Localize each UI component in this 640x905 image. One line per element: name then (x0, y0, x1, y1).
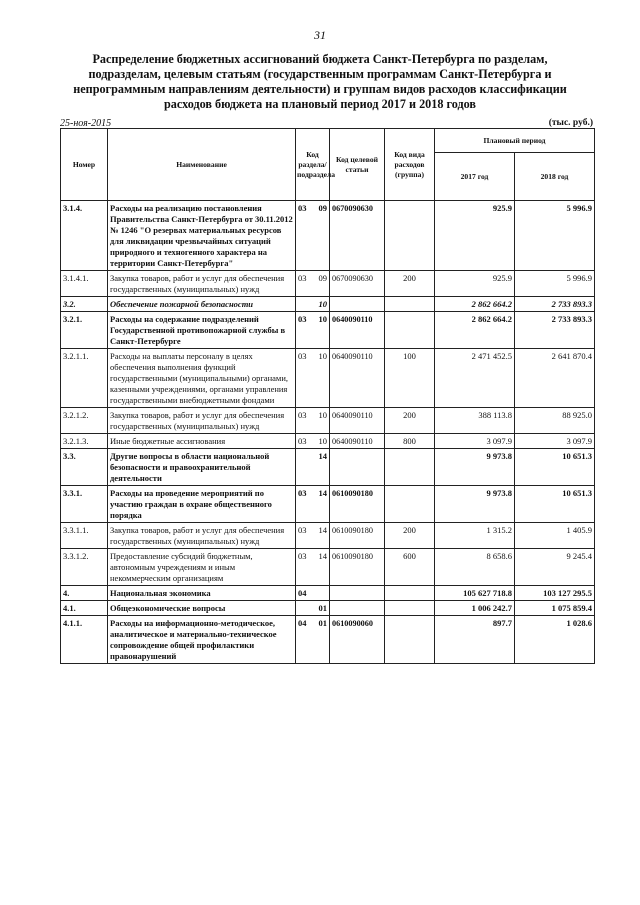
row-amount-2018: 10 651.3 (515, 449, 595, 486)
row-subsection-code: 09 (313, 201, 330, 271)
header-number: Номер (61, 129, 108, 201)
row-target-code: 0670090630 (330, 271, 385, 297)
row-name: Закупка товаров, работ и услуг для обеспечения государственных (муниципальных) нужд (108, 408, 296, 434)
row-amount-2017: 2 862 664.2 (435, 312, 515, 349)
row-expense-type-code (385, 616, 435, 664)
row-amount-2018: 10 651.3 (515, 486, 595, 523)
table-row (61, 349, 595, 408)
row-section-code (296, 297, 313, 312)
table-row (61, 601, 595, 616)
row-number: 3.1.4.1. (61, 271, 108, 297)
table-row (61, 586, 595, 601)
row-subsection-code: 10 (313, 297, 330, 312)
row-section-code: 03 (296, 523, 313, 549)
row-name: Расходы на содержание подразделений Государственной противопожарной службы в Санкт-Петербурге (108, 312, 296, 349)
table-row (61, 434, 595, 449)
row-subsection-code: 10 (313, 434, 330, 449)
row-amount-2018: 1 028.6 (515, 616, 595, 664)
row-subsection-code: 14 (313, 449, 330, 486)
row-section-code: 04 (296, 616, 313, 664)
row-amount-2018: 3 097.9 (515, 434, 595, 449)
row-number: 3.1.4. (61, 201, 108, 271)
row-number: 3.3.1.2. (61, 549, 108, 586)
row-expense-type-code: 200 (385, 523, 435, 549)
row-expense-type-code: 600 (385, 549, 435, 586)
row-name: Расходы на реализацию постановления Правительства Санкт-Петербурга от 30.11.2012 № 1246 "О резервах материальных ресурсов для ликвидации чрезвычайных ситуаций природного и техногенного характера на территории Санкт-Петербурга" (108, 201, 296, 271)
table-row (61, 312, 595, 349)
row-name: Национальная экономика (108, 586, 296, 601)
table-row (61, 408, 595, 434)
table-body (61, 201, 595, 664)
row-amount-2017: 9 973.8 (435, 486, 515, 523)
row-section-code: 03 (296, 201, 313, 271)
table-row (61, 449, 595, 486)
row-number: 3.3. (61, 449, 108, 486)
row-subsection-code: 10 (313, 312, 330, 349)
row-name: Расходы на информационно-методическое, аналитическое и материально-техническое сопровождение общей профилактики правонарушений (108, 616, 296, 664)
header-section: Код раздела/ подраздела (296, 129, 330, 201)
row-subsection-code (313, 586, 330, 601)
row-amount-2017: 9 973.8 (435, 449, 515, 486)
row-expense-type-code (385, 297, 435, 312)
row-amount-2018: 103 127 295.5 (515, 586, 595, 601)
row-expense-type-code (385, 312, 435, 349)
row-section-code: 03 (296, 408, 313, 434)
row-expense-type-code: 800 (385, 434, 435, 449)
row-number: 3.3.1. (61, 486, 108, 523)
row-expense-type-code: 200 (385, 408, 435, 434)
header-year-2018: 2018 год (515, 153, 595, 201)
row-target-code (330, 297, 385, 312)
row-expense-type-code (385, 601, 435, 616)
row-expense-type-code (385, 201, 435, 271)
unit-label: (тыс. руб.) (548, 118, 593, 128)
row-name: Расходы на выплаты персоналу в целях обеспечения выполнения функций государственными (муниципальными) органами, казенными учреждениями, органами управления государственными внебюджетными фондами (108, 349, 296, 408)
page-number: 31 (314, 28, 326, 42)
row-target-code: 0610090180 (330, 549, 385, 586)
row-amount-2018: 2 641 870.4 (515, 349, 595, 408)
row-number: 4. (61, 586, 108, 601)
header-target: Код целевой статьи (330, 129, 385, 201)
row-amount-2017: 8 658.6 (435, 549, 515, 586)
row-name: Обеспечение пожарной безопасности (108, 297, 296, 312)
row-section-code (296, 449, 313, 486)
row-subsection-code: 14 (313, 486, 330, 523)
row-amount-2017: 897.7 (435, 616, 515, 664)
table-row (61, 201, 595, 271)
row-target-code: 0640090110 (330, 312, 385, 349)
row-target-code: 0610090180 (330, 523, 385, 549)
row-number: 3.3.1.1. (61, 523, 108, 549)
row-amount-2017: 2 862 664.2 (435, 297, 515, 312)
header-expense-type: Код вида расходов (группа) (385, 129, 435, 201)
row-name: Закупка товаров, работ и услуг для обеспечения государственных (муниципальных) нужд (108, 523, 296, 549)
row-expense-type-code (385, 486, 435, 523)
row-name: Другие вопросы в области национальной безопасности и правоохранительной деятельности (108, 449, 296, 486)
row-number: 3.2.1.1. (61, 349, 108, 408)
row-subsection-code: 09 (313, 271, 330, 297)
row-name: Закупка товаров, работ и услуг для обеспечения государственных (муниципальных) нужд (108, 271, 296, 297)
row-target-code (330, 586, 385, 601)
row-section-code: 04 (296, 586, 313, 601)
row-target-code: 0670090630 (330, 201, 385, 271)
row-amount-2018: 2 733 893.3 (515, 312, 595, 349)
row-amount-2018: 1 075 859.4 (515, 601, 595, 616)
row-expense-type-code: 100 (385, 349, 435, 408)
row-target-code: 0640090110 (330, 434, 385, 449)
row-amount-2017: 105 627 718.8 (435, 586, 515, 601)
row-amount-2018: 5 996.9 (515, 201, 595, 271)
table-row (61, 616, 595, 664)
row-subsection-code: 01 (313, 616, 330, 664)
row-number: 3.2.1. (61, 312, 108, 349)
table-row (61, 297, 595, 312)
table-row (61, 486, 595, 523)
row-amount-2017: 925.9 (435, 271, 515, 297)
row-section-code: 03 (296, 434, 313, 449)
row-section-code: 03 (296, 349, 313, 408)
budget-table (60, 128, 595, 664)
row-section-code (296, 601, 313, 616)
row-amount-2017: 2 471 452.5 (435, 349, 515, 408)
header-planned-period: Плановый период (435, 129, 595, 153)
row-amount-2017: 1 006 242.7 (435, 601, 515, 616)
row-target-code (330, 601, 385, 616)
row-amount-2017: 1 315.2 (435, 523, 515, 549)
header-name: Наименование (108, 129, 296, 201)
header-year-2017: 2017 год (435, 153, 515, 201)
row-number: 4.1. (61, 601, 108, 616)
row-target-code: 0610090060 (330, 616, 385, 664)
row-target-code: 0610090180 (330, 486, 385, 523)
row-section-code: 03 (296, 486, 313, 523)
table-row (61, 523, 595, 549)
row-section-code: 03 (296, 271, 313, 297)
row-expense-type-code (385, 586, 435, 601)
row-number: 4.1.1. (61, 616, 108, 664)
row-subsection-code: 14 (313, 523, 330, 549)
row-expense-type-code: 200 (385, 271, 435, 297)
row-amount-2018: 1 405.9 (515, 523, 595, 549)
row-amount-2018: 2 733 893.3 (515, 297, 595, 312)
row-number: 3.2.1.2. (61, 408, 108, 434)
row-subsection-code: 14 (313, 549, 330, 586)
row-name: Предоставление субсидий бюджетным, автономным учреждениям и иным некоммерческим организациям (108, 549, 296, 586)
row-section-code: 03 (296, 312, 313, 349)
row-expense-type-code (385, 449, 435, 486)
row-amount-2017: 925.9 (435, 201, 515, 271)
row-number: 3.2. (61, 297, 108, 312)
row-section-code: 03 (296, 549, 313, 586)
row-target-code: 0640090110 (330, 349, 385, 408)
row-target-code (330, 449, 385, 486)
table-row (61, 271, 595, 297)
table-row (61, 549, 595, 586)
row-number: 3.2.1.3. (61, 434, 108, 449)
row-subsection-code: 10 (313, 408, 330, 434)
row-amount-2017: 3 097.9 (435, 434, 515, 449)
row-target-code: 0640090110 (330, 408, 385, 434)
document-date: 25-ноя-2015 (60, 118, 112, 129)
row-subsection-code: 10 (313, 349, 330, 408)
row-amount-2017: 388 113.8 (435, 408, 515, 434)
row-amount-2018: 88 925.0 (515, 408, 595, 434)
row-amount-2018: 9 245.4 (515, 549, 595, 586)
row-name: Иные бюджетные ассигнования (108, 434, 296, 449)
row-name: Общеэкономические вопросы (108, 601, 296, 616)
row-name: Расходы на проведение мероприятий по участию граждан в охране общественного порядка (108, 486, 296, 523)
row-amount-2018: 5 996.9 (515, 271, 595, 297)
row-subsection-code: 01 (313, 601, 330, 616)
document-title: Распределение бюджетных ассигнований бюджета Санкт-Петербурга по разделам, подразделам, целевым статьям (государственным программам Санкт-Петербурга и непрограммным направлениям деятельности) и группам видов расходов классификации расходов бюджета на плановый период 2017 и 2018 годов (73, 52, 567, 111)
